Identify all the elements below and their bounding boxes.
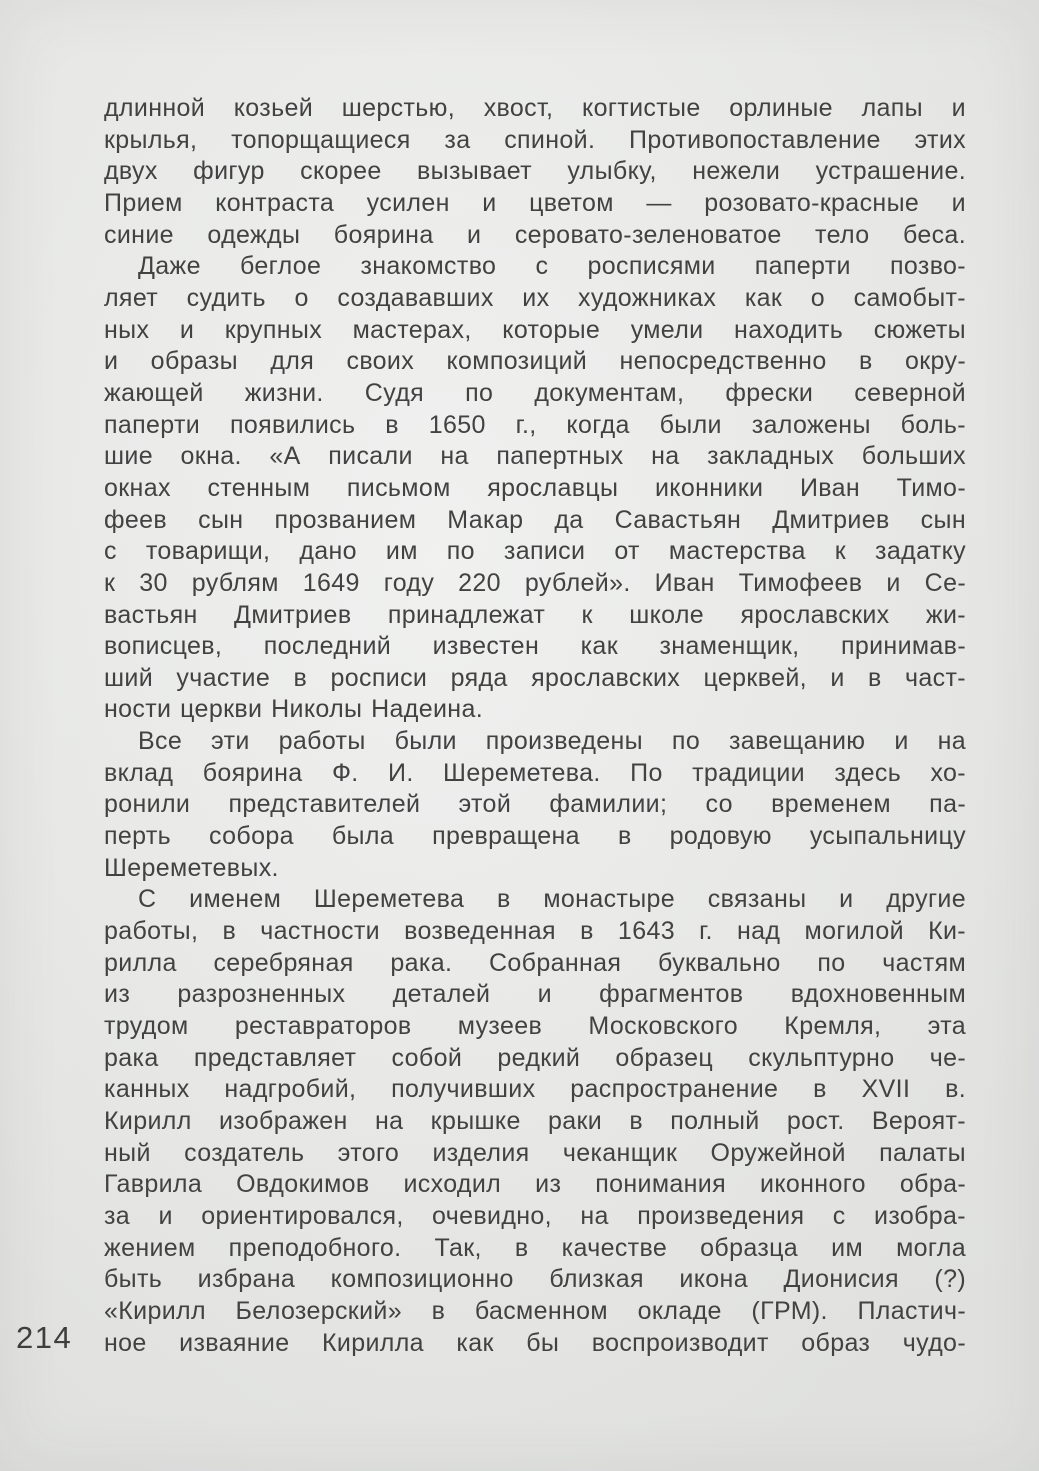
text-line: за и ориентировался, очевидно, на произведения с изобра- bbox=[104, 1201, 966, 1230]
text-line: канных надгробий, получивших распространение в XVII в. bbox=[104, 1075, 966, 1104]
text-line: вописцев, последний известен как знаменщик, принимав- bbox=[104, 632, 966, 661]
text-line: крылья, топорщащиеся за спиной. Противопоставление этих bbox=[104, 125, 966, 154]
text-line: двух фигур скорее вызывает улыбку, нежели устрашение. bbox=[104, 157, 966, 186]
text-line: работы, в частности возведенная в 1643 г. над могилой Ки- bbox=[104, 917, 966, 946]
text-line: жением преподобного. Так, в качестве образца им могла bbox=[104, 1233, 966, 1262]
text-line: и образы для своих композиций непосредственно в окру- bbox=[104, 347, 966, 376]
paragraph bbox=[104, 251, 966, 726]
text-line: перть собора была превращена в родовую усыпальницу bbox=[104, 822, 966, 851]
text-line: к 30 рублям 1649 году 220 рублей». Иван Тимофеев и Се- bbox=[104, 568, 966, 597]
text-line: с товарищи, дано им по записи от мастерства к задатку bbox=[104, 537, 966, 566]
text-line: Прием контраста усилен и цветом — розовато-красные и bbox=[104, 188, 966, 217]
page-text-block bbox=[104, 93, 966, 1359]
text-line: вастьян Дмитриев принадлежат к школе ярославских жи- bbox=[104, 600, 966, 629]
text-line: рилла серебряная рака. Собранная буквально по частям bbox=[104, 948, 966, 977]
text-line: шие окна. «А писали на папертных на закладных больших bbox=[104, 442, 966, 471]
text-line: ное изваяние Кирилла как бы воспроизводит образ чудо- bbox=[104, 1328, 966, 1357]
text-line: Даже беглое знакомство с росписями паперти позво- bbox=[138, 252, 966, 281]
text-line: из разрозненных деталей и фрагментов вдохновенным bbox=[104, 980, 966, 1009]
text-line: С именем Шереметева в монастыре связаны и другие bbox=[138, 885, 966, 914]
text-line: «Кирилл Белозерский» в басменном окладе (ГРМ). Пластич- bbox=[104, 1296, 966, 1325]
paragraph bbox=[104, 93, 966, 251]
text-line: Шереметевых. bbox=[104, 853, 279, 882]
text-line: Гаврила Овдокимов исходил из понимания иконного обра- bbox=[104, 1170, 966, 1199]
text-line: вклад боярина Ф. И. Шереметева. По традиции здесь хо- bbox=[104, 758, 966, 787]
text-line: Все эти работы были произведены по завещанию и на bbox=[138, 727, 966, 756]
text-line: ности церкви Николы Надеина. bbox=[104, 695, 484, 724]
text-line: синие одежды боярина и серовато-зеленоватое тело беса. bbox=[104, 220, 966, 249]
text-line: окнах стенным письмом ярославцы иконники Иван Тимо- bbox=[104, 473, 966, 502]
text-line: рака представляет собой редкий образец скульптурно че- bbox=[104, 1043, 966, 1072]
text-line: паперти появились в 1650 г., когда были заложены боль- bbox=[104, 410, 966, 439]
text-line: ляет судить о создававших их художниках как о самобыт- bbox=[104, 283, 966, 312]
text-line: ных и крупных мастерах, которые умели находить сюжеты bbox=[104, 315, 966, 344]
text-line: ный создатель этого изделия чеканщик Оружейной палаты bbox=[104, 1138, 966, 1167]
text-line: жающей жизни. Судя по документам, фрески северной bbox=[104, 378, 966, 407]
text-line: Кирилл изображен на крышке раки в полный рост. Вероят- bbox=[104, 1107, 966, 1135]
page-number: 214 bbox=[16, 1320, 73, 1355]
text-line: длинной козьей шерстью, хвост, когтистые орлиные лапы и bbox=[104, 94, 966, 122]
text-line: ший участие в росписи ряда ярославских церквей, и в част- bbox=[104, 663, 966, 692]
text-line: трудом реставраторов музеев Московского Кремля, эта bbox=[104, 1012, 966, 1041]
text-line: феев сын прозванием Макар да Савастьян Дмитриев сын bbox=[104, 505, 966, 534]
text-line: ронили представителей этой фамилии; со временем па- bbox=[104, 790, 966, 819]
text-line: быть избрана композиционно близкая икона Дионисия (?) bbox=[104, 1265, 966, 1294]
paragraph bbox=[104, 884, 966, 1359]
paragraph bbox=[104, 726, 966, 884]
